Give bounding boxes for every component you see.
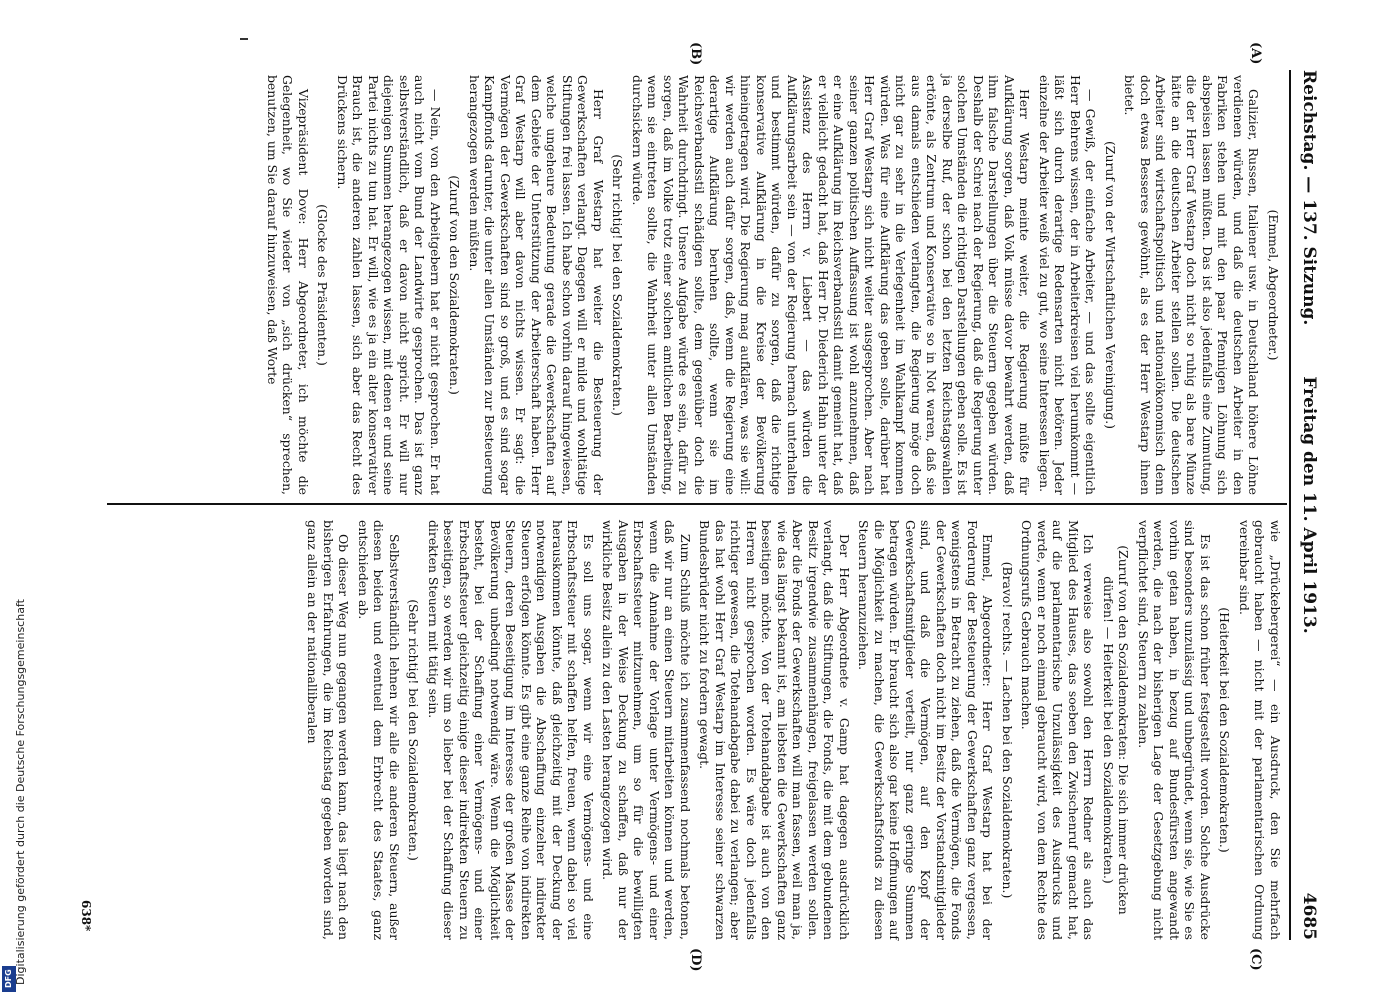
paragraph: Es soll uns sogar, wenn wir eine Vermögens- und eine Erbschaftssteuer mit schaffen helfen, freuen, wenn dabei so viel herauskommen könnte, daß gleichzeitig mit der Deckung der notwendigen Ausgaben die Abschaffung einzelner indirekter Steuern erfolgen könnte. Es gibt eine ganze Reihe von indirekten Steuern, deren Beseitigung im Interesse der großen Masse der Bevölkerung unbedingt notwendig wäre. Wenn die Möglichkeit besteht, bei der Schaffung einer Vermögens- und einer Erbschaftssteuer gleichzeitig einige dieser indirekten Steuern zu beseitigen, so werden wir um so lieber bei der Schaffung dieser direkten Steuern mit tätig sein. (426, 520, 596, 940)
paragraph: Zum Schluß möchte ich zusammenfassend nochmals betonen, daß wir nur an einen Steuern mitarbeiten können und werden, wenn die Annahme der Vorlage unter Vermögens- und einer Erbschaftssteuer mitzunehmen, um so für die bewilligten Ausgaben in der Weise Deckung zu schaffen, daß nur der wirkliche Besitz allein zu den Lasten herangezogen wird. (600, 520, 693, 940)
paragraph: Galizier, Russen, Italiener usw. in Deutschland höhere Löhne verdienen würden, und daß die deutschen Arbeiter in den Fabriken stehen und mit den paar Pfennigen Löhnung sich abspeisen lassen müßten. Das ist also jedenfalls eine Zumutung, die der Herr Graf Westarp doch nicht so ruhig als bare Münze hätte an die deutschen Arbeiter stellen sollen. Die deutschen Arbeiter sind wirtschaftspolitisch und nationalökonomisch denn doch etwas Besseres gewöhnt, als es der Herr Westarp ihnen bietet. (1122, 75, 1262, 495)
header-left: Reichstag. — 137. Sitzung. (1299, 70, 1319, 326)
speaker-line: (Emmel, Abgeordneter.) (1266, 209, 1281, 361)
credit-text: Digitalisierung gefördert durch die Deutsche Forschungsgemeinschaft (14, 599, 27, 985)
interjection: (Zuruf von den Sozialdemokraten.) (447, 175, 463, 395)
page-number: 4685 (1299, 892, 1319, 940)
margin-mark-d: (D) (688, 948, 703, 972)
paragraph: Ich verweise also sowohl den Herrn Redner als auch das Mitglied des Hauses, das soeben den Zwischenruf gemacht hat, auf die parlamentarische Unzulässigkeit des Ausdrucks und werde, wenn er noch einmal gebraucht wird, von dem Rechte des Ordnungsrufs Gebrauch machen. (1019, 520, 1097, 940)
paragraph: — Gewiß, der einfache Arbeiter, — und das sollte eigentlich Herr Behrens wissen, der in Arbeiterkreisen viel herumkommt — läßt sich durch derartige Redensarten nicht betören. Jeder einzelne der Arbeiter weiß viel zu gut, wo seine Interessen liegen. (1037, 75, 1099, 495)
paragraph: Es ist das schon früher festgestellt worden. Solche Ausdrücke sind besonders unzulässig und unbegründet, wenn sie, wie Sie es vorhin getan haben, in bezug auf Bundesfürsten angewandt werden, die nach der bisherigen Lage der Gesetzgebung nicht verpflichtet sind, Steuern zu zahlen. (1136, 520, 1213, 940)
paragraph: Vizepräsident Dove: Herr Abgeordneter, ich möchte die Gelegenheit, wo Sie wieder von „sich drücken“ sprechen, benutzen, um Sie darauf hinzuweisen, daß Worte (265, 75, 311, 495)
margin-mark-a: (A) (1248, 42, 1263, 65)
header-rule (1289, 70, 1291, 940)
left-column (261, 75, 1284, 495)
interjection: (Glocke des Präsidenten.) (315, 204, 331, 366)
interjection: (Zuruf von der Wirtschaftlichen Vereinigung.) (1103, 141, 1118, 429)
paragraph: Herr Westarp meinte weiter, die Regierung müßte für Aufklärung sorgen, daß Volk müsse davor bewahrt werden, daß ihm falsche Darstellungen über die Steuern gegeben würden. Deshalb der Schrei nach der Regierung, daß die Regierung unter solchen Umständen die richtigen Darstellungen geben solle. Es ist ja derselbe Ruf, der schon bei den letzten Reichstagswahlen ertönte, als Zentrum und Konservative so in Not waren, daß sie aus damals entschieden verlangten, die Regierung möge doch nicht gar zu sehr in die Verlegenheit im Wahlkampf kommen würden. Was für eine Aufklärung das geben solle, darüber hat Herr Graf Westarp sich nicht weiter ausgesprochen. Aber nach seiner ganzen politischen Auffassung ist wohl anzunehmen, daß er eine Aufklärung im Reichsverbandsstil damit gemeint hat, daß er vielleicht gedacht hat, daß Herr Dr. Diederich Hahn unter der Assistenz des Herrn v. Liebert — das würden die Aufklärungsarbeit sein — von der Regierung hernach unterhalten und bestimmt würden, dafür zu sorgen, daß die richtige konservative Aufklärung in die Kreise der Bevölkerung hineingetragen wird. Die Regierung mag aufklären, was sie will: wir werden auch dafür sorgen, daß, wenn die Regierung eine derartige Aufklärung beruhen sollte, wenn sie im Reichsverbandsstil schädigen sollte, dem gegenüber doch die Wahrheit durchdringt. Unsere Aufgabe würde es sein, dafür zu sorgen, daß im Volke trotz einer solchen amtlichen Bearbeitung, wenn sie eintreten sollte, die Wahrheit unter allen Umständen durchsickern würde. (630, 75, 1033, 495)
dfg-logo-icon: DFG (2, 966, 16, 992)
paragraph: Ob dieser Weg nun gegangen werden kann, das liegt nach den bisherigen Erfahrungen, die im Reichstag gegeben worden sind, ganz allein an der nationalliberalen (305, 520, 352, 940)
footer-mark: 638* (79, 900, 93, 932)
interjection: (Zuruf von den Sozialdemokraten: Die sich immer drücken dürfen! — Heiterkeit bei den Sozialdemokraten.) (1101, 545, 1132, 915)
pencil-mark (240, 38, 248, 40)
interjection: (Sehr richtig! bei den Sozialdemokraten.) (406, 599, 422, 861)
paragraph: wie „Drückebergerei“ — ein Ausdruck, den Sie mehrfach gebraucht haben — nicht mit der parlamentarischen Ordnung vereinbar sind. (1237, 520, 1283, 940)
interjection: (Heiterkeit bei den Sozialdemokraten.) (1217, 607, 1233, 853)
margin-mark-b: (B) (688, 42, 703, 66)
margin-mark-c: (C) (1248, 948, 1263, 971)
paragraph: — Nein, von den Arbeitgebern hat er nicht gesprochen. Er hat auch nicht vom Bund der Landwirte gesprochen. Das ist ganz selbstverständlich, daß er davon nicht spricht. Er will nur diejenigen Summen herangezogen wissen, mit denen er und seine Partei nichts zu tun hat. Er will, wie es ja ein alter konservativer Brauch ist, die anderen zahlen lassen, sich aber das Recht des Drückens sichern. (335, 75, 443, 495)
interjection: (Bravo! rechts. — Lachen bei den Sozialdemokraten.) (1000, 561, 1015, 899)
paragraph: Emmel, Abgeordneter: Herr Graf Westarp hat bei der Forderung der Besteuerung der Gewerkschaften ganz vergessen, wenigstens in Betracht zu ziehen, daß die Vermögen, die Fonds der Gewerkschaften doch nicht im Besitz der Vorstandsmitglieder sind, und daß die Vermögen, auf den Kopf der Gewerkschaftsmitglieder verteilt, nur ganz geringe Summen betragen würden. Er braucht sich also gar keine Hoffnungen auf die Möglichkeit zu machen, die Gewerkschaftsfonds zu diesen Steuern heranzuziehen. (856, 520, 996, 940)
page-header (1293, 70, 1323, 940)
paragraph: Selbstverständlich lehnen wir alle die anderen Steuern, außer diesen beiden und eventuell dem Erbrecht des Staates, ganz entschieden ab. (356, 520, 402, 940)
header-date: Freitag den 11. April 1913. (1299, 376, 1319, 634)
right-column (301, 520, 1283, 940)
paragraph: Herr Graf Westarp hat weiter die Besteuerung der Gewerkschaften verlangt. Dagegen will er milde und wohltätige Stiftungen frei lassen. Ich habe schon vorhin darauf hingewiesen, welche ungeheure Bedeutung gerade die Gewerkschaften auf dem Gebiete der Unterstützung der Arbeiterschaft haben. Herr Graf Westarp will aber davon nichts wissen. Er sagt: die Vermögen der Gewerkschaften sind so groß, und es sind sogar Kampffonds darunter, die unter allen Umständen zur Besteuerung herangezogen werden müßten. (467, 75, 606, 495)
interjection: (Sehr richtig! bei den Sozialdemokraten.) (610, 154, 626, 416)
column-rule (107, 503, 1287, 505)
paragraph: Der Herr Abgeordnete v. Gamp hat dagegen ausdrücklich verlangt, daß die Stiftungen, die Fonds, die mit dem gebundenen Besitz irgendwie zusammenhängen, freigelassen werden sollen. Aber die Fonds der Gewerkschaften will man fassen, weil man ja, wie das längst bekannt ist, am liebsten die Gewerkschaften ganz beseitigen möchte. Von der Totehandabgabe ist auch von den Herren nicht gesprochen worden. Es wäre doch jedenfalls richtiger gewesen, die Totehandabgabe dabei zu verlangen; aber das hat wohl Herr Graf Westarp im Interesse seiner schwarzen Bundesbrüder nicht zu fordern gewagt. (697, 520, 852, 940)
